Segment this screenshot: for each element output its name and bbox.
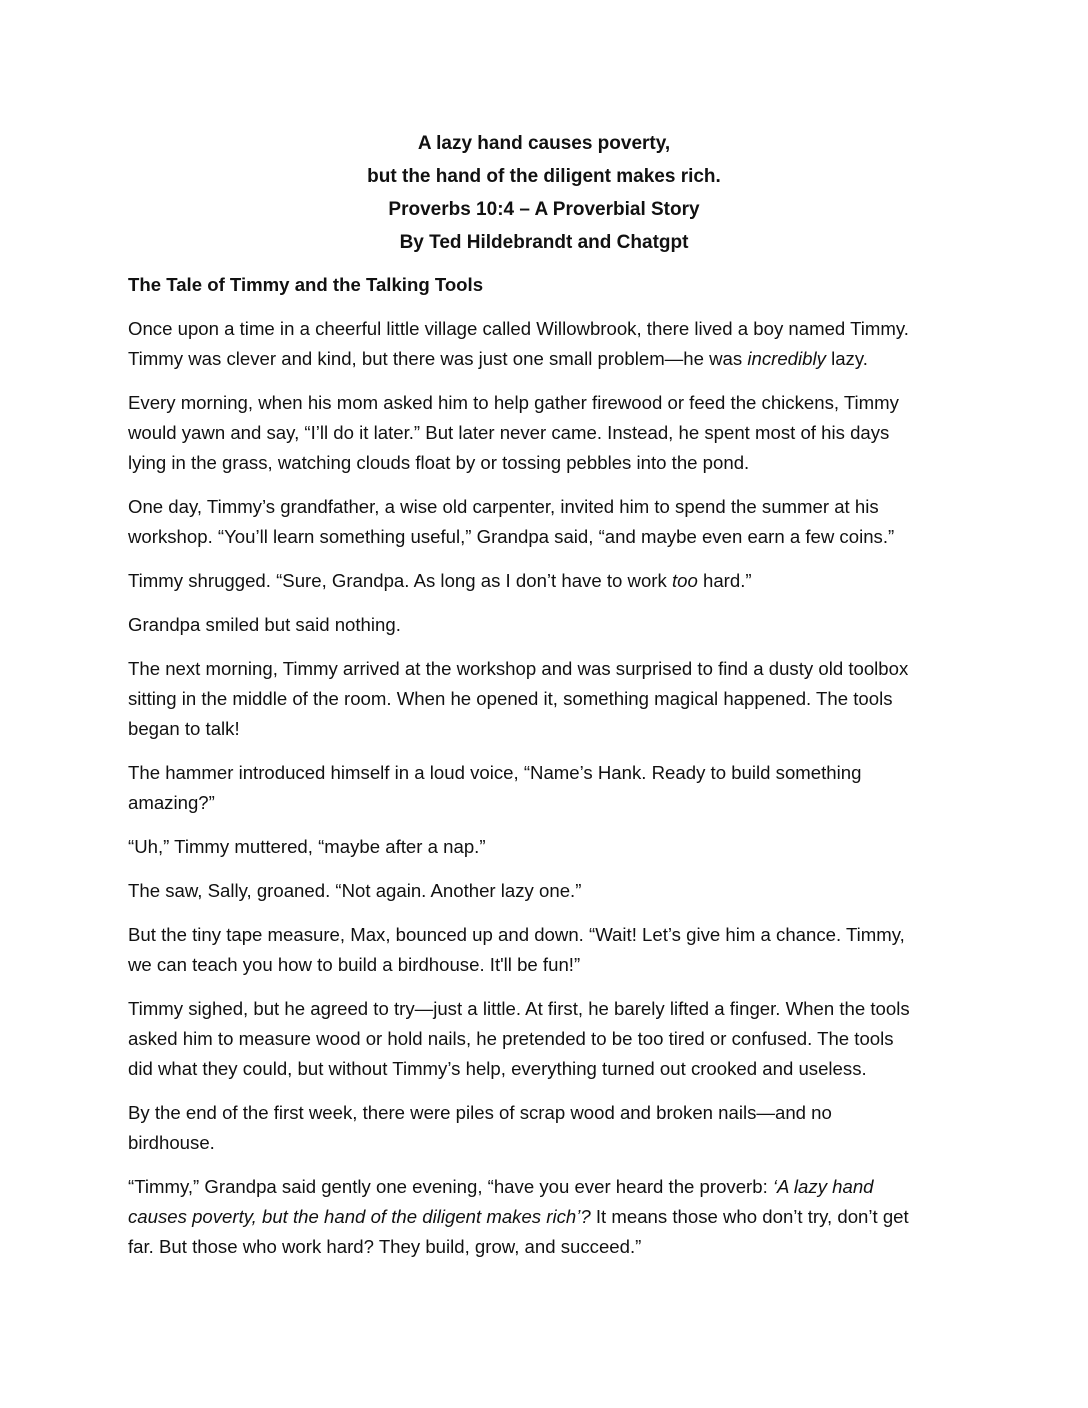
paragraph-line: By the end of the first week, there were piles of scrap wood and broken nails—and no (128, 1102, 832, 1123)
paragraph-line: One day, Timmy’s grandfather, a wise old carpenter, invited him to spend the summer at his (128, 496, 879, 517)
paragraph-line: The hammer introduced himself in a loud voice, “Name’s Hank. Ready to build something (128, 762, 862, 783)
paragraph-7 (128, 758, 968, 818)
paragraph-line: amazing?” (128, 792, 215, 813)
paragraph-5 (128, 610, 968, 640)
paragraph-line: workshop. “You’ll learn something useful,” Grandpa said, “and maybe even earn a few coins.” (128, 526, 895, 547)
paragraph-line: did what they could, but without Timmy’s help, everything turned out crooked and useless. (128, 1058, 867, 1079)
title-block (128, 127, 960, 259)
paragraph-line: we can teach you how to build a birdhouse. It'll be fun!” (128, 954, 581, 975)
text-run: hard.” (697, 570, 752, 591)
paragraph-line: Once upon a time in a cheerful little village called Willowbrook, there lived a boy named Timmy. (128, 318, 909, 339)
paragraph-line: Grandpa smiled but said nothing. (128, 614, 401, 635)
paragraph-line: Every morning, when his mom asked him to help gather firewood or feed the chickens, Timmy (128, 392, 899, 413)
paragraph-9 (128, 876, 968, 906)
paragraph-3 (128, 492, 968, 552)
paragraph-11 (128, 994, 968, 1084)
paragraph-line: But the tiny tape measure, Max, bounced up and down. “Wait! Let’s give him a chance. Timmy, (128, 924, 905, 945)
paragraph-line (128, 566, 968, 596)
text-run: Timmy shrugged. “Sure, Grandpa. As long as I don’t have to work (128, 570, 672, 591)
paragraph-line (128, 1172, 968, 1202)
paragraph-line (128, 344, 968, 374)
paragraph-line: The next morning, Timmy arrived at the workshop and was surprised to find a dusty old toolbox (128, 658, 909, 679)
paragraph-12 (128, 1098, 968, 1158)
emphasis-text: too (671, 570, 698, 591)
section-heading: The Tale of Timmy and the Talking Tools (128, 274, 484, 295)
paragraph-line: sitting in the middle of the room. When he opened it, something magical happened. The tools (128, 688, 893, 709)
text-run: “Timmy,” Grandpa said gently one evening, “have you ever heard the proverb: (128, 1176, 773, 1197)
paragraph-2 (128, 388, 968, 478)
paragraph-4 (128, 566, 968, 596)
paragraph-1 (128, 314, 968, 374)
title-line-3: Proverbs 10:4 – A Proverbial Story (388, 199, 700, 220)
text-run: lazy. (825, 348, 868, 369)
emphasis-text: ‘A lazy hand (772, 1176, 874, 1197)
paragraph-line: birdhouse. (128, 1132, 215, 1153)
paragraph-line: lying in the grass, watching clouds float by or tossing pebbles into the pond. (128, 452, 750, 473)
title-line-1: A lazy hand causes poverty, (417, 133, 671, 154)
emphasis-text: causes poverty, but the hand of the diligent makes rich’? (128, 1206, 591, 1227)
emphasis-text: incredibly (747, 348, 826, 369)
paragraph-line: Timmy sighed, but he agreed to try—just a little. At first, he barely lifted a finger. When the tools (128, 998, 910, 1019)
title-line-2: but the hand of the diligent makes rich. (367, 166, 721, 187)
paragraph-line: far. But those who work hard? They build, grow, and succeed.” (128, 1236, 642, 1257)
paragraph-line: would yawn and say, “I’ll do it later.” But later never came. Instead, he spent most of his days (128, 422, 890, 443)
paragraph-line: asked him to measure wood or hold nails, he pretended to be too tired or confused. The tools (128, 1028, 894, 1049)
paragraph-8 (128, 832, 968, 862)
text-run: It means those who don’t try, don’t get (590, 1206, 909, 1227)
paragraph-line (128, 1202, 968, 1232)
text-run: Timmy was clever and kind, but there was just one small problem—he was (128, 348, 748, 369)
paragraph-6 (128, 654, 968, 744)
paragraph-10 (128, 920, 968, 980)
story-body (128, 270, 968, 1276)
paragraph-line: began to talk! (128, 718, 240, 739)
title-line-4: By Ted Hildebrandt and Chatgpt (399, 232, 689, 253)
paragraph-line: “Uh,” Timmy muttered, “maybe after a nap.” (128, 836, 486, 857)
paragraph-line: The saw, Sally, groaned. “Not again. Another lazy one.” (128, 880, 582, 901)
paragraph-13 (128, 1172, 968, 1262)
